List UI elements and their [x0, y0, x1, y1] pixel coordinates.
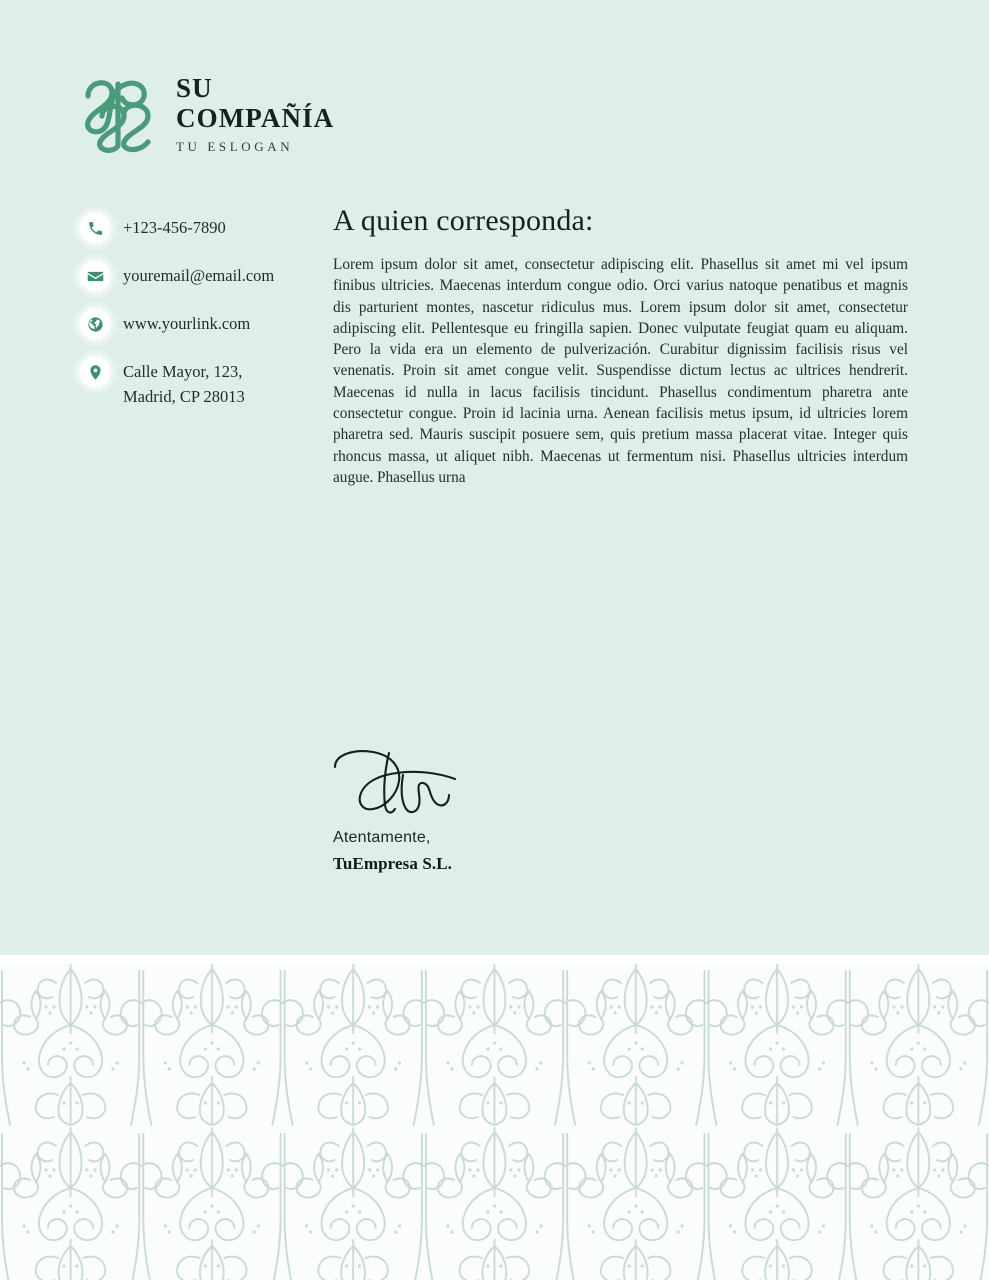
address-line-2: Madrid, CP 28013: [123, 387, 245, 406]
brand-text-group: [176, 69, 334, 155]
website-url: www.yourlink.com: [123, 314, 251, 333]
contact-item-website[interactable]: [80, 308, 320, 339]
signature-closing: Atentamente,: [333, 829, 431, 846]
footer-divider: [0, 955, 989, 963]
company-name-line-2: COMPAÑÍA: [176, 103, 335, 133]
email-address: youremail@email.com: [123, 266, 275, 285]
contact-list: [80, 212, 320, 426]
phone-number: +123-456-7890: [123, 218, 226, 237]
phone-icon: [80, 213, 110, 243]
monogram-swirl-icon: [78, 68, 158, 156]
contact-item-email[interactable]: [80, 260, 320, 291]
contact-item-phone[interactable]: [80, 212, 320, 243]
company-name-line-1: SU: [176, 73, 213, 103]
globe-icon: [80, 309, 110, 339]
contact-item-address[interactable]: [80, 356, 320, 409]
letter-content: [333, 204, 908, 488]
footer-ornament-pattern: [0, 963, 989, 1280]
address-line-1: Calle Mayor, 123,: [123, 362, 243, 381]
company-slogan: TU ESLOGAN: [176, 139, 294, 154]
company-name: [176, 73, 334, 133]
postal-address: [123, 356, 245, 409]
letter-salutation: A quien corresponda:: [333, 204, 594, 237]
signature-company: TuEmpresa S.L.: [333, 854, 453, 873]
brand-header: [78, 68, 334, 156]
handwritten-signature: [329, 745, 489, 823]
envelope-icon: [80, 261, 110, 291]
map-pin-icon: [80, 357, 110, 387]
signature-block: [333, 745, 633, 874]
letter-body-paragraph: Lorem ipsum dolor sit amet, consectetur adipiscing elit. Phasellus sit amet mi vel ipsum finibus ultricies. Maecenas interdum congue odio. Orci varius natoque penatibus et magnis dis parturient montes, nascetur ridiculus mus. Lorem ipsum dolor sit amet, consectetur adipiscing elit. Pellentesque eu fringilla sapien. Donec vulputate feugiat quam eu aliquam. Pero la vida era un elemento de pulverización. Curabitur dignissim facilisis risus vel venenatis. Proin sit amet congue velit. Suspendisse dictum lectus ac ultrices hendrerit. Maecenas id nulla in lacus facilisis tincidunt. Phasellus condimentum pharetra ante consectetur congue. Proin id lacinia urna. Aenean facilisis metus ipsum, id ultricies lorem pharetra sed. Mauris suscipit posuere sem, quis pretium massa placerat vitae. Integer quis rhoncus massa, ut aliquet nibh. Maecenas ut fermentum nisi. Phasellus ultricies interdum augue. Phasellus urna: [333, 256, 908, 486]
